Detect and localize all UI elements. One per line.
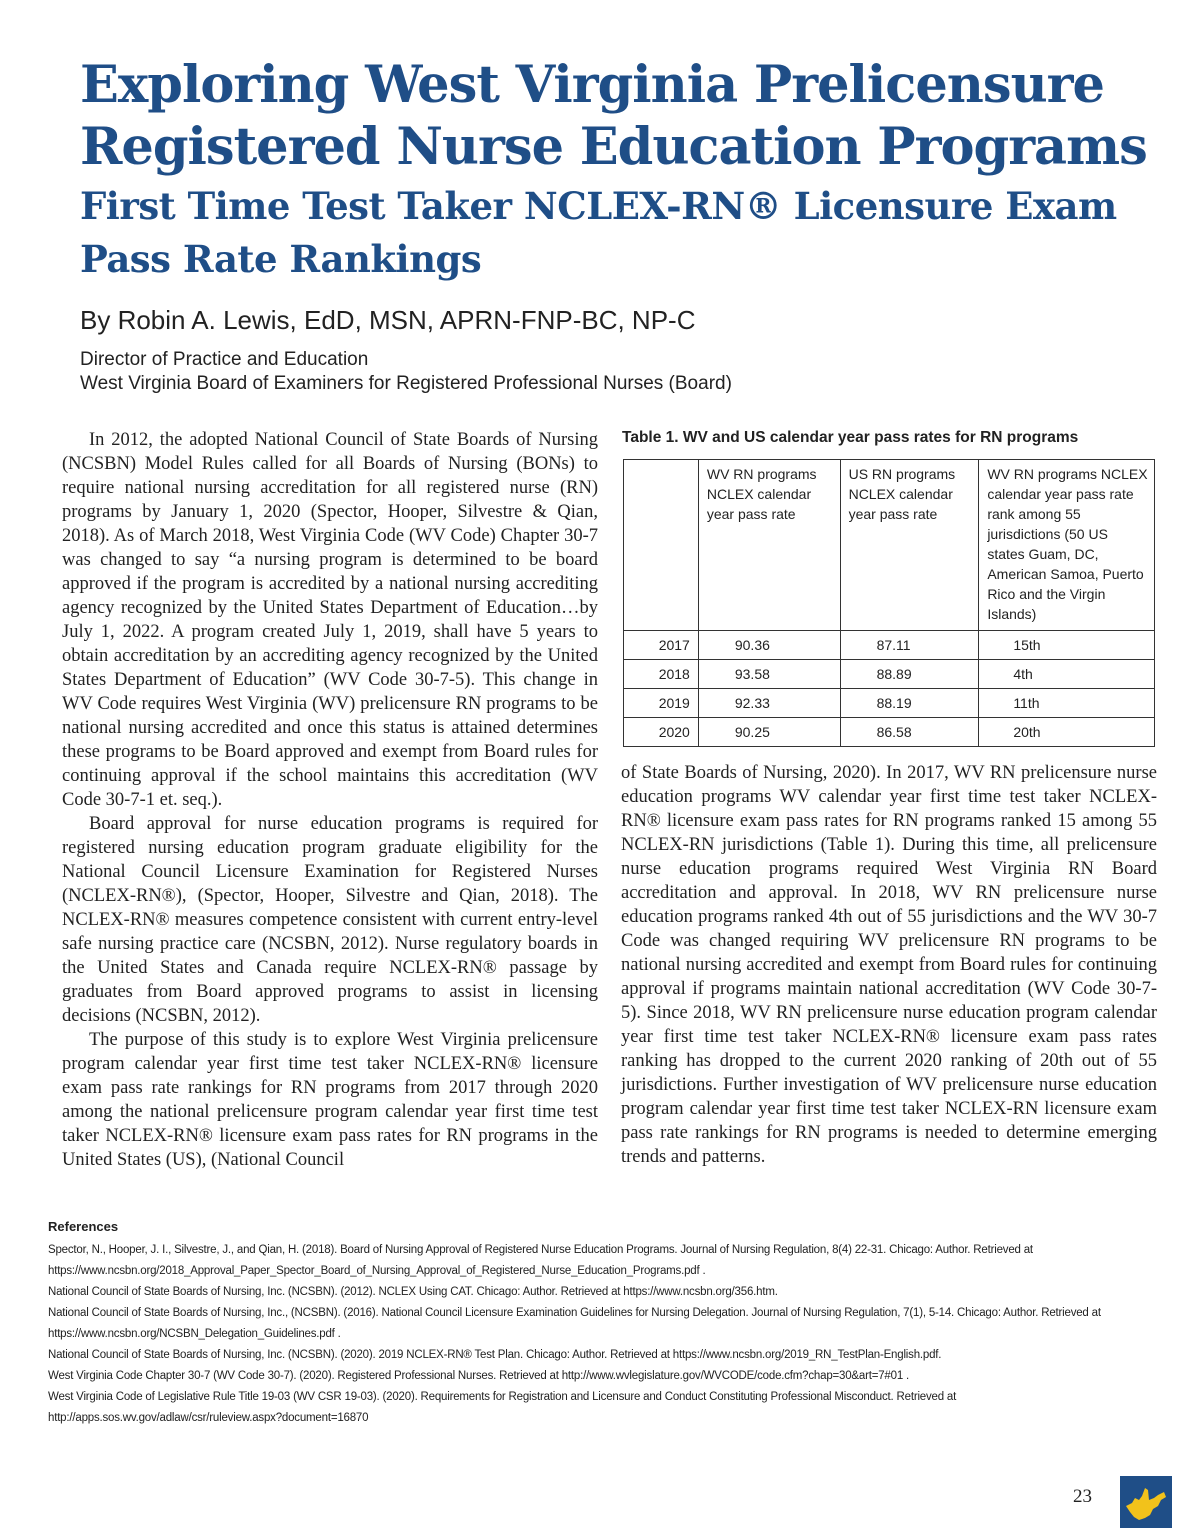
reference-entry: National Council of State Boards of Nursing, Inc. (NCSBN). (2012). NCLEX Using CAT. Chicago: Author. Retrieved at https://www.ncsbn.org/356.htm. [48,1286,778,1298]
pass-rate-table [623,459,1155,747]
article-subtitle: First Time Test Taker NCLEX-RN® Licensure Exam Pass Rate Rankings [80,184,1117,281]
table-cell-year: 2018 [624,660,699,689]
table-row [624,689,1155,718]
table-cell-year: 2017 [624,631,699,660]
table-cell-wv-rate: 90.25 [698,718,840,747]
table-cell-rank: 11th [979,689,1155,718]
table-cell-wv-rate: 92.33 [698,689,840,718]
reference-entry: National Council of State Boards of Nursing, Inc. (NCSBN). (2020). 2019 NCLEX-RN® Test Plan. Chicago: Author. Retrieved at https://www.ncsbn.org/2019_RN_TestPlan-English.pdf. [48,1349,942,1361]
references-heading: References [48,1219,119,1234]
body-column-right [621,761,1157,1169]
table-cell-rank: 4th [979,660,1155,689]
table-cell-us-rate: 87.11 [840,631,979,660]
page-number: 23 [1073,1486,1092,1507]
table-cell-us-rate: 86.58 [840,718,979,747]
table-cell-wv-rate: 90.36 [698,631,840,660]
reference-entry: National Council of State Boards of Nursing, Inc., (NCSBN). (2016). National Council Licensure Examination Guidelines for Nursing Delegation. Journal of Nursing Regulation, 7(1), 5-14. Chicago: Author. Retrieved at https://www.ncsbn.org/NCSBN_Delegation_Guidelines.pdf . [48,1307,1101,1340]
reference-entry: West Virginia Code of Legislative Rule Title 19-03 (WV CSR 19-03). (2020). Requirements for Registration and Licensure and Conduct Constituting Professional Misconduct. Retrieved at http://apps.sos.wv.gov/adlaw/csr/ruleview.aspx?document=16870 [48,1391,957,1424]
references-section [48,1219,1148,1429]
table-header-cell [624,460,699,631]
table-header-cell: WV RN programs NCLEX calendar year pass rate [698,460,840,631]
table-cell-wv-rate: 93.58 [698,660,840,689]
affiliation-organization: West Virginia Board of Examiners for Registered Professional Nurses (Board) [80,373,732,394]
table-cell-year: 2019 [624,689,699,718]
table-row [624,660,1155,689]
west-virginia-state-icon [1120,1476,1172,1528]
affiliation-title: Director of Practice and Education [80,349,369,370]
body-column-left [62,428,598,1172]
table-cell-year: 2020 [624,718,699,747]
table-cell-rank: 20th [979,718,1155,747]
body-paragraph: In 2012, the adopted National Council of State Boards of Nursing (NCSBN) Model Rules called for all Boards of Nursing (BONs) to require national nursing accreditation for all registered nurse (RN) programs by January 1, 2020 (Spector, Hooper, Silvestre & Qian, 2018). As of March 2018, West Virginia Code (WV Code) Chapter 30-7 was changed to say “a nursing program is determined to be board approved if the program is accredited by a national nursing accrediting agency recognized by the United States Department of Education…by July 1, 2022. A program created July 1, 2019, shall have 5 years to obtain accreditation by an accrediting agency recognized by the United States Department of Education” (WV Code 30-7-5). This change in WV Code requires West Virginia (WV) prelicensure RN programs to be national nursing accredited and once this status is attained determines these programs to be Board approved and exempt from Board rules for continuing approval if the school maintains this accreditation (WV Code 30-7-1 et. seq.). [62,430,598,810]
body-paragraph: of State Boards of Nursing, 2020). In 2017, WV RN prelicensure nurse education programs WV calendar year first time test taker NCLEX-RN® licensure exam pass rates for RN programs ranked 15 among 55 NCLEX-RN jurisdictions (Table 1). During this time, all prelicensure nurse education programs required West Virginia RN Board accreditation and approval. In 2018, WV RN prelicensure nurse education programs ranked 4th out of 55 jurisdictions and the WV 30-7 Code was changed requiring WV prelicensure RN programs to be national nursing accredited and exempt from Board rules for continuing approval if programs maintain national accreditation (WV Code 30-7-5). Since 2018, WV RN prelicensure nurse education program calendar year first time test taker NCLEX-RN® licensure exam pass rates ranking has dropped to the current 2020 ranking of 20th out of 55 jurisdictions. Further investigation of WV prelicensure nurse education program calendar year first time test taker NCLEX-RN licensure exam pass rate rankings for RN programs is needed to determine emerging trends and patterns. [621,763,1157,1167]
author-affiliation [80,348,1080,396]
body-paragraph: The purpose of this study is to explore West Virginia prelicensure program calendar year first time test taker NCLEX-RN® licensure exam pass rate rankings for RN programs from 2017 through 2020 among the national prelicensure program calendar year first time test taker NCLEX-RN® licensure exam pass rates for RN programs in the United States (US), (National Council [62,1030,598,1170]
state-outline-icon [1120,1476,1172,1528]
table-header-cell: WV RN programs NCLEX calendar year pass rate rank among 55 jurisdictions (50 US states Guam, DC, American Samoa, Puerto Rico and the Virgin Islands) [979,460,1155,631]
reference-entry: West Virginia Code Chapter 30-7 (WV Code 30-7). (2020). Registered Professional Nurses. Retrieved at http://www.wvlegislature.gov/WVCODE/code.cfm?chap=30&art=7#01 . [48,1370,910,1382]
table-row [624,718,1155,747]
table-cell-us-rate: 88.89 [840,660,979,689]
author-byline: By Robin A. Lewis, EdD, MSN, APRN-FNP-BC, NP-C [80,305,696,335]
table-header-row [624,460,1155,631]
table-cell-us-rate: 88.19 [840,689,979,718]
table-header-cell: US RN programs NCLEX calendar year pass rate [840,460,979,631]
table-cell-rank: 15th [979,631,1155,660]
table-row [624,631,1155,660]
body-paragraph: Board approval for nurse education programs is required for registered nursing education program graduate eligibility for the National Council Licensure Examination for Registered Nurses (NCLEX-RN®), (Spector, Hooper, Silvestre and Qian, 2018). The NCLEX-RN® measures competence consistent with current entry-level safe nursing practice care (NCSBN, 2012). Nurse regulatory boards in the United States and Canada require NCLEX-RN® passage by graduates from Board approved programs to assist in licensing decisions (NCSBN, 2012). [62,814,598,1026]
table-caption: Table 1. WV and US calendar year pass rates for RN programs [622,429,1079,446]
reference-entry: Spector, N., Hooper, J. I., Silvestre, J., and Qian, H. (2018). Board of Nursing Approval of Registered Nurse Education Programs. Journal of Nursing Regulation, 8(4) 22-31. Chicago: Author. Retrieved at https://www.ncsbn.org/2018_Approval_Paper_Spector_Board_of_Nursing_Approval_of_Registered_Nurse_Education_Programs.pdf . [48,1244,1033,1277]
article-title: Exploring West Virginia Prelicensure Registered Nurse Education Programs [80,55,1147,177]
